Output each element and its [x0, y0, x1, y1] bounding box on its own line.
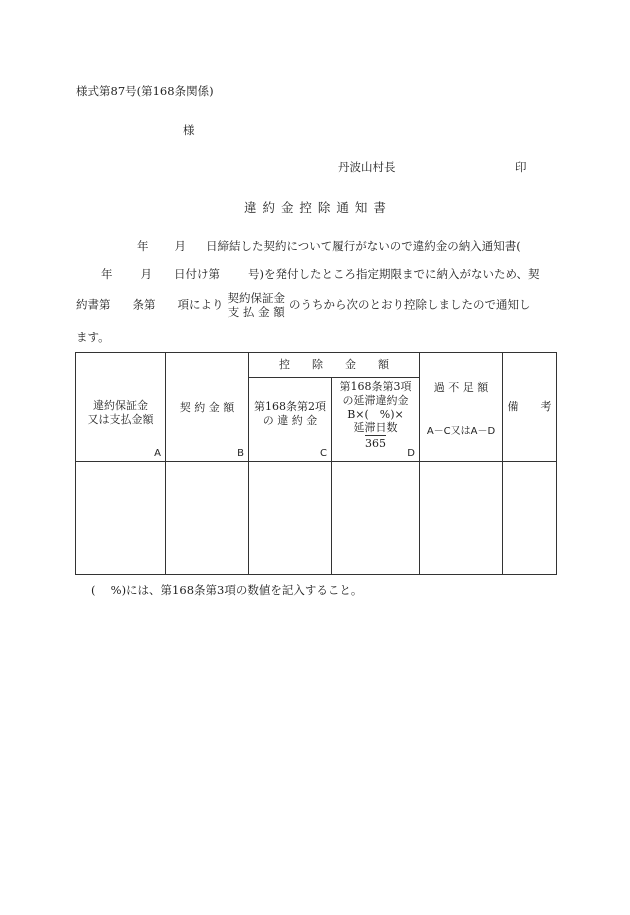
issuer-name: 丹波山村長: [338, 160, 396, 174]
line3-d: のうちから次のとおり控除しましたので通知し: [289, 297, 531, 312]
seal-mark: 印: [515, 160, 527, 174]
art3-label-1: 第168条第3項: [339, 380, 412, 393]
art3-label-4: 延滞日数: [353, 421, 398, 435]
header-guarantee: [76, 353, 166, 462]
header-art2-penalty: [249, 378, 332, 462]
header-shortfall: [420, 353, 503, 462]
entry-remarks[interactable]: [503, 462, 557, 575]
suffix-c: C: [320, 448, 327, 459]
year-label: 年: [101, 267, 113, 281]
entry-shortfall[interactable]: [420, 462, 503, 575]
entry-contract-amount[interactable]: [166, 462, 249, 575]
line3-a: 約書第: [76, 297, 111, 312]
art2-label-1: 第168条第2項: [254, 400, 326, 413]
body-line-1: [137, 240, 521, 254]
art2-label-2: の 違 約 金: [262, 414, 318, 428]
addressee-suffix: 様: [183, 123, 195, 137]
suffix-b: B: [237, 448, 244, 459]
art3-denominator: 365: [365, 437, 386, 450]
art3-label-3: B×( %)×: [347, 407, 404, 421]
line3-c: 項により: [177, 297, 224, 312]
body-line-2: [101, 268, 540, 282]
entry-art3-delay-penalty[interactable]: [332, 462, 420, 575]
header-remarks: 備 考: [503, 353, 557, 462]
suffix-a: A: [154, 448, 161, 459]
art3-label-2: の延滞違約金: [342, 393, 409, 407]
form-number: 様式第87号(第168条関係): [76, 84, 214, 98]
contract-label: 契 約 金 額: [179, 401, 235, 414]
stack-bottom: 支 払 金 額: [227, 305, 285, 320]
shortfall-label: 過 不 足 額: [433, 381, 489, 394]
body-line-4: ます。: [76, 330, 110, 344]
header-contract-amount: [166, 353, 249, 462]
deduction-table: [75, 352, 557, 575]
entry-art2-penalty[interactable]: [249, 462, 332, 575]
document-title: 違 約 金 控 除 通 知 書: [244, 200, 387, 215]
guarantee-label-1: 違約保証金: [93, 399, 148, 412]
line1-text: 日締結した契約について履行がないので違約金の納入通知書(: [206, 239, 521, 253]
month-label: 月: [174, 239, 186, 253]
line2-text-2: 号)を発付したところ指定期限までに納入がないため、契: [248, 267, 540, 281]
header-art3-delay-penalty: [332, 378, 420, 462]
line3-b: 条第: [132, 297, 156, 312]
entry-guarantee[interactable]: [76, 462, 166, 575]
guarantee-or-payment-stack: [228, 291, 286, 320]
body-line-3: [76, 291, 531, 320]
stack-top: 契約保証金: [227, 291, 285, 305]
year-label: 年: [137, 239, 149, 253]
suffix-d: D: [407, 448, 415, 459]
line2-text-1: 日付け第: [174, 267, 220, 281]
month-label: 月: [140, 267, 152, 281]
shortfall-formula: A－C又はA－D: [426, 426, 496, 437]
footnote: ( %)には、第168条第3項の数値を記入すること。: [91, 583, 363, 597]
header-deduction-amount: 控 除 金 額: [249, 353, 420, 378]
entry-row: [76, 462, 557, 575]
guarantee-label-2: 又は支払金額: [87, 413, 154, 427]
